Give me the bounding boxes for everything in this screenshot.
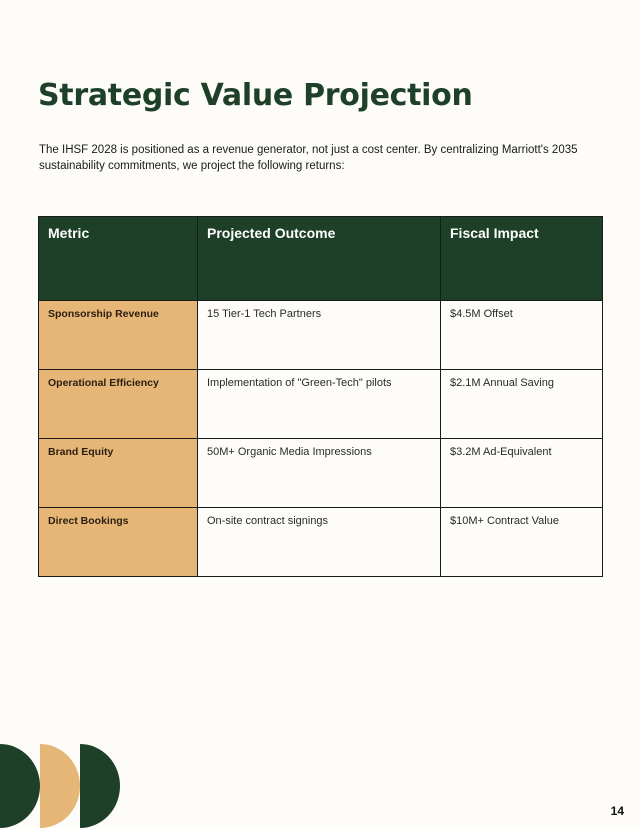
metric-cell: Operational Efficiency bbox=[39, 370, 198, 439]
table-row bbox=[39, 439, 603, 508]
header-fiscal-impact: Fiscal Impact bbox=[441, 217, 603, 301]
intro-paragraph: The IHSF 2028 is positioned as a revenue generator, not just a cost center. By centralizing Marriott's 2035 sustainability commitments, we project the following returns: bbox=[39, 144, 578, 172]
header-metric: Metric bbox=[39, 217, 198, 301]
decorative-half-circles-icon bbox=[0, 744, 130, 828]
table-row bbox=[39, 370, 603, 439]
impact-cell: $3.2M Ad-Equivalent bbox=[441, 439, 603, 508]
table-row bbox=[39, 508, 603, 577]
impact-cell: $4.5M Offset bbox=[441, 301, 603, 370]
green-half-circle-left-icon bbox=[0, 744, 40, 828]
metric-cell: Sponsorship Revenue bbox=[39, 301, 198, 370]
metric-cell: Brand Equity bbox=[39, 439, 198, 508]
outcome-cell: Implementation of "Green-Tech" pilots bbox=[198, 370, 441, 439]
table-header-row bbox=[39, 217, 603, 301]
metric-cell: Direct Bookings bbox=[39, 508, 198, 577]
value-projection-table bbox=[38, 216, 603, 577]
outcome-cell: 50M+ Organic Media Impressions bbox=[198, 439, 441, 508]
table-row bbox=[39, 301, 603, 370]
page-number: 14 bbox=[610, 804, 624, 818]
outcome-cell: 15 Tier-1 Tech Partners bbox=[198, 301, 441, 370]
impact-cell: $2.1M Annual Saving bbox=[441, 370, 603, 439]
header-projected-outcome: Projected Outcome bbox=[198, 217, 441, 301]
page-title: Strategic Value Projection bbox=[38, 78, 473, 113]
tan-half-circle-icon bbox=[40, 744, 80, 828]
impact-cell: $10M+ Contract Value bbox=[441, 508, 603, 577]
outcome-cell: On-site contract signings bbox=[198, 508, 441, 577]
green-half-circle-right-icon bbox=[80, 744, 120, 828]
